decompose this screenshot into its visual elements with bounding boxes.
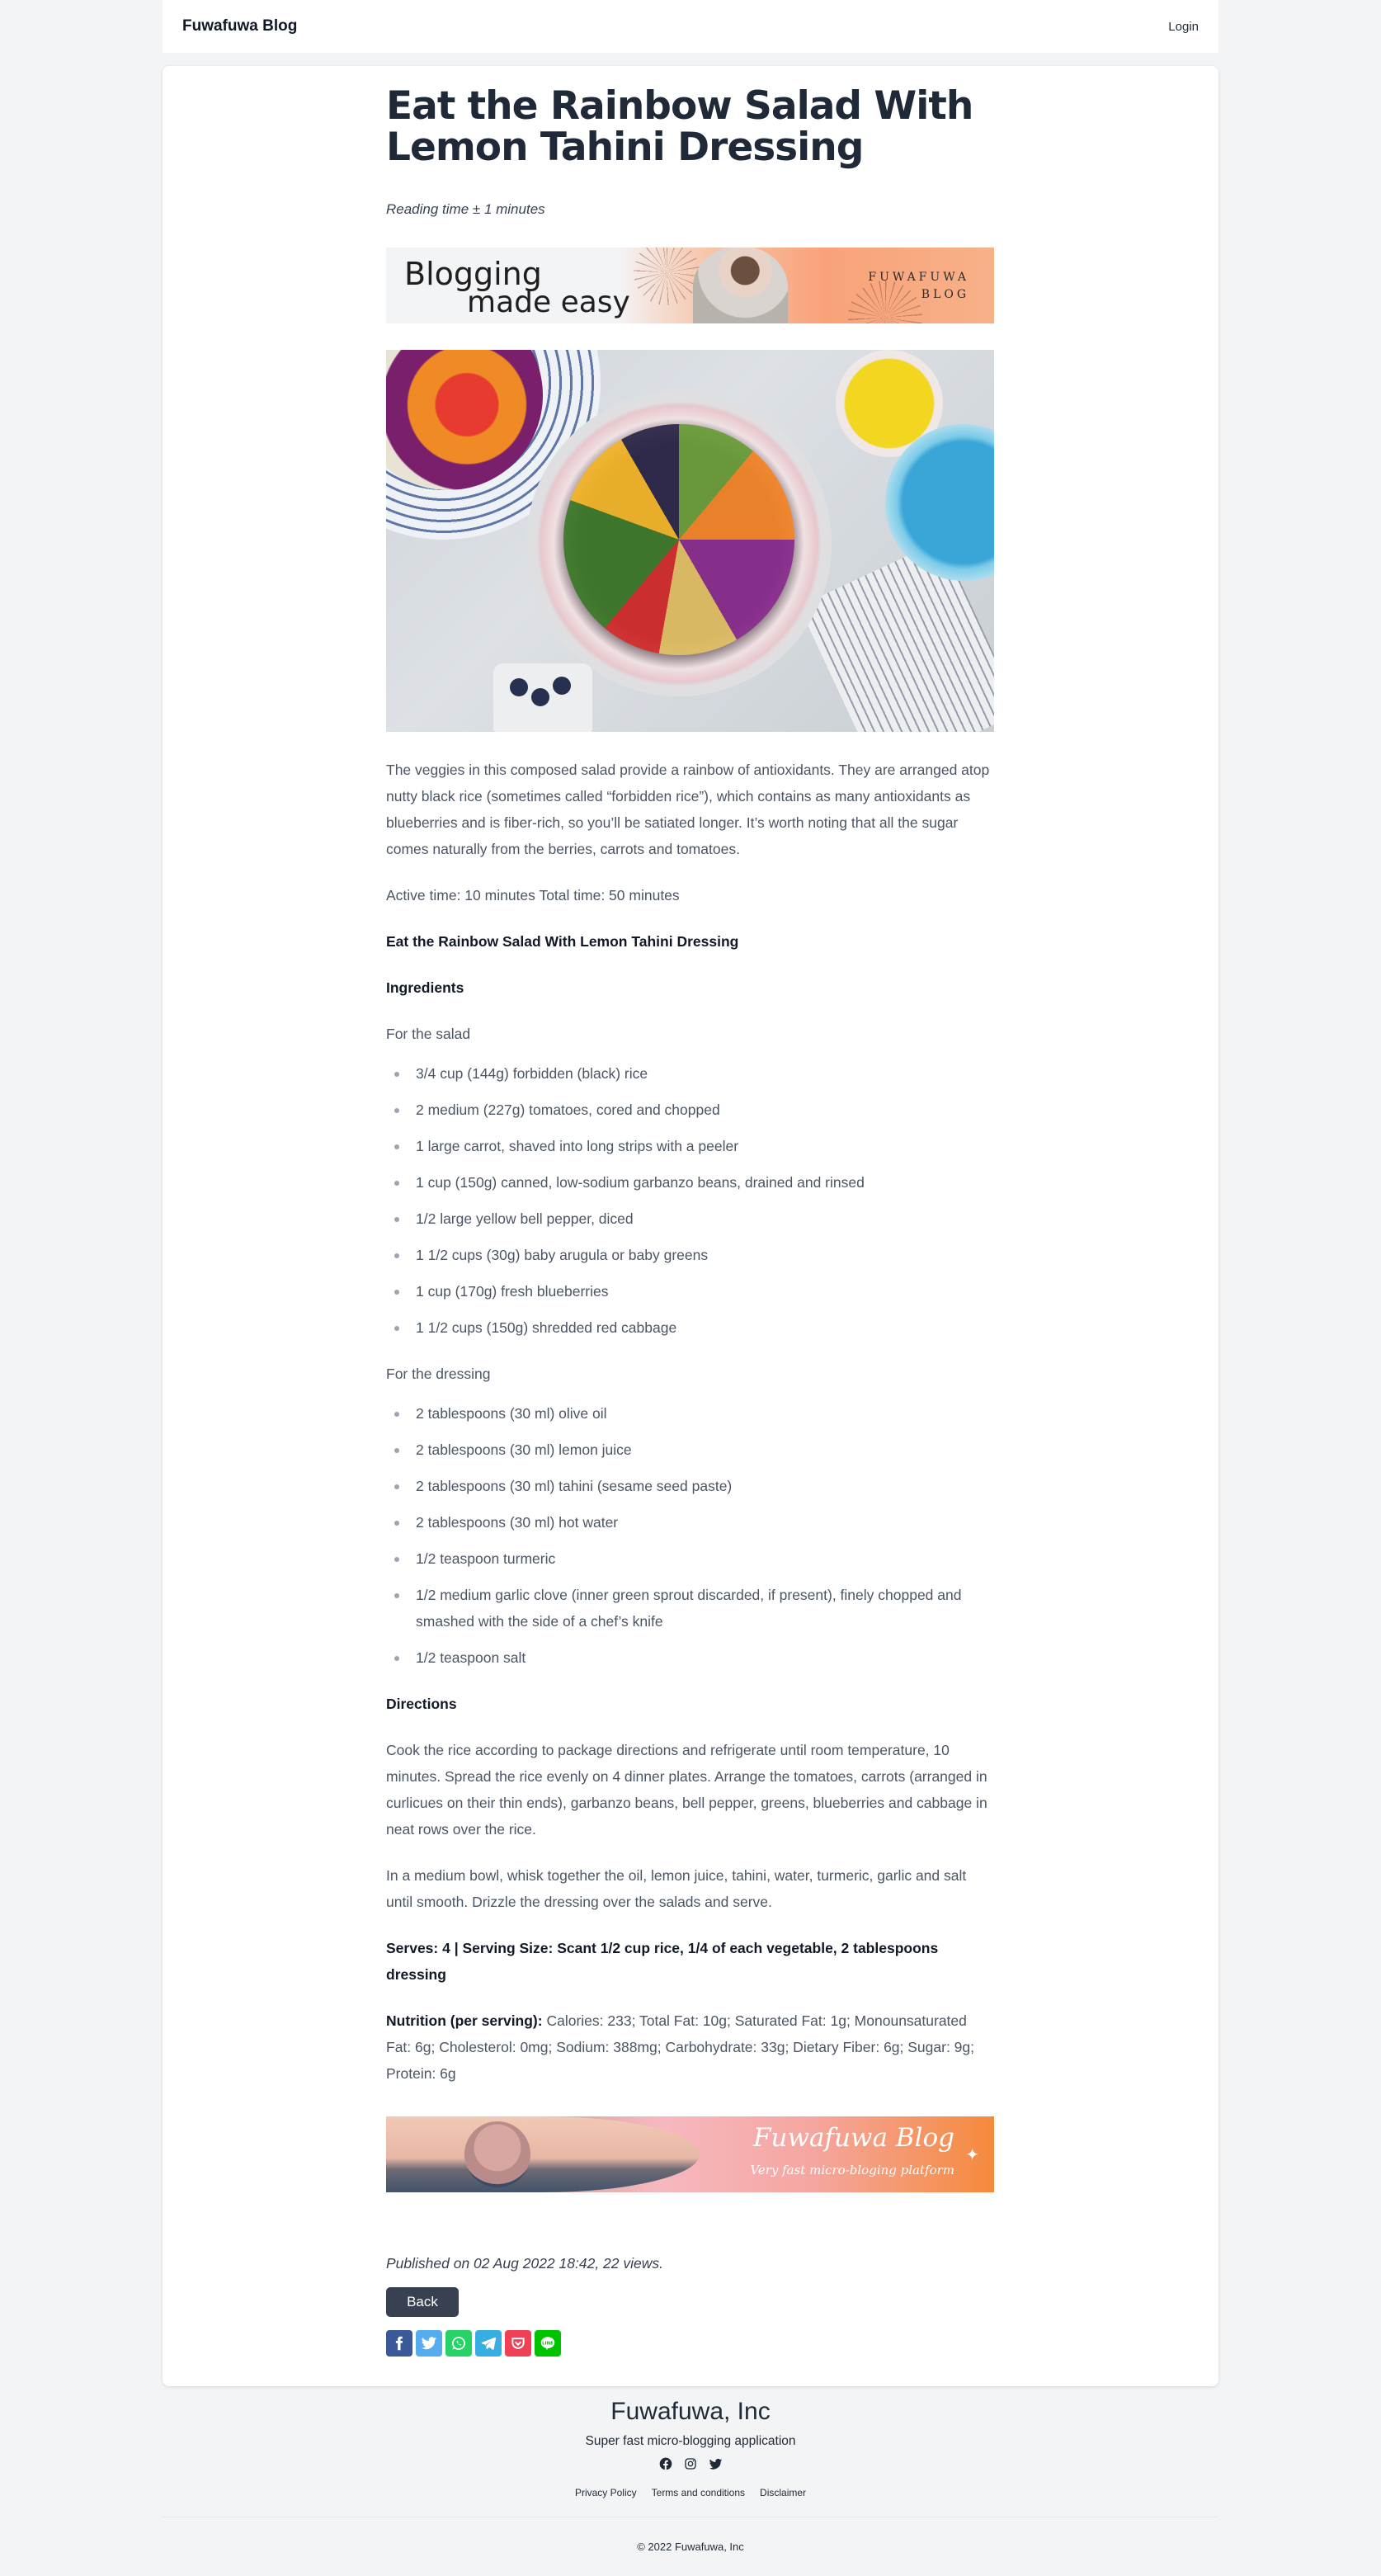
- list-item: 1/2 teaspoon salt: [416, 1644, 994, 1671]
- banner-line-2: made easy: [467, 285, 630, 319]
- directions-paragraph-2: In a medium bowl, whisk together the oil, lemon juice, tahini, water, turmeric, garlic and salt until smooth. Drizzle the dressing over the salads and serve.: [386, 1867, 967, 1910]
- post-article: [386, 83, 994, 2357]
- list-item: 1 1/2 cups (150g) shredded red cabbage: [416, 1314, 994, 1341]
- banner-line-1: Blogging: [404, 256, 542, 292]
- pocket-icon[interactable]: [505, 2330, 531, 2357]
- salad-heading: For the salad: [386, 1026, 471, 1042]
- landscape-graphic: [386, 2116, 700, 2192]
- reading-time: Reading time ± 1 minutes: [386, 201, 545, 217]
- footer-title: Fuwafuwa, Inc: [610, 2398, 771, 2425]
- sparkle-icon: ✦: [965, 2146, 979, 2164]
- twitter-icon[interactable]: [709, 2457, 723, 2475]
- list-item: 2 tablespoons (30 ml) tahini (sesame seed paste): [416, 1473, 994, 1499]
- twitter-icon[interactable]: [416, 2330, 442, 2357]
- nutrition-text: Calories: 233; Total Fat: 10g; Saturated Fat: 1g; Monounsaturated Fat: 6g; Cholesterol: 0mg; Sodium: 388mg; Carbohydrate: 33g; Dietary Fiber: 6g; Sugar: 9g; Protein: 6g: [386, 2012, 975, 2082]
- copyright: © 2022 Fuwafuwa, Inc: [637, 2541, 744, 2553]
- top-ad-banner[interactable]: [386, 248, 994, 323]
- berry-graphic: [510, 678, 528, 696]
- dressing-list: [386, 1400, 994, 1671]
- banner-brand-line-1: FUWAFUWA: [868, 271, 969, 284]
- instagram-icon[interactable]: [684, 2457, 697, 2475]
- serves-paragraph: Serves: 4 | Serving Size: Scant 1/2 cup rice, 1/4 of each vegetable, 2 tablespoons dressing: [386, 1940, 939, 1983]
- login-link[interactable]: Login: [1168, 19, 1199, 34]
- directions-heading: Directions: [386, 1696, 457, 1712]
- banner-person-image: [693, 248, 788, 323]
- list-item: 2 tablespoons (30 ml) lemon juice: [416, 1437, 994, 1463]
- directions-paragraph-1: Cook the rice according to package directions and refrigerate until room temperature, 10 minutes. Spread the rice evenly on 4 dinner plates. Arrange the tomatoes, carrots (arranged in curlicues on their thin ends), garbanzo beans, bell pepper, greens, blueberries and cabbage in neat rows over the rice.: [386, 1742, 987, 1838]
- post-title: Eat the Rainbow Salad With Lemon Tahini Dressing: [386, 83, 973, 170]
- footer-links: [163, 2487, 1218, 2498]
- share-buttons: [386, 2330, 994, 2357]
- banner-brand: [868, 269, 969, 304]
- salad-graphic: [563, 424, 794, 655]
- site-footer: [163, 2386, 1218, 2573]
- berry-dish-graphic: [493, 663, 592, 732]
- facebook-icon[interactable]: [659, 2457, 672, 2475]
- ingredients-heading: Ingredients: [386, 979, 464, 996]
- list-item: 2 tablespoons (30 ml) hot water: [416, 1509, 994, 1536]
- times-paragraph: Active time: 10 minutes Total time: 50 minutes: [386, 887, 680, 903]
- terms-link[interactable]: Terms and conditions: [651, 2487, 746, 2498]
- facebook-icon[interactable]: [386, 2330, 412, 2357]
- hero-image: [386, 350, 994, 732]
- list-item: 1 large carrot, shaved into long strips with a peeler: [416, 1133, 994, 1159]
- banner-brand-line-2: BLOG: [921, 288, 969, 301]
- list-item: 1 1/2 cups (30g) baby arugula or baby greens: [416, 1242, 994, 1268]
- bottom-banner-title: Fuwafuwa Blog: [752, 2123, 954, 2153]
- post-body: [386, 757, 994, 2087]
- nutrition-paragraph: [386, 2007, 994, 2087]
- bottom-banner-subtitle: Very fast micro-bloging platform: [750, 2163, 954, 2177]
- intro-paragraph: The veggies in this composed salad provide a rainbow of antioxidants. They are arranged atop nutty black rice (sometimes called “forbidden rice”), which contains as many antioxidants as blueberries and is fiber-rich, so you’ll be satiated longer. It’s worth noting that all the sugar comes naturally from the berries, carrots and tomatoes.: [386, 762, 990, 857]
- page: [163, 0, 1218, 2573]
- berry-graphic: [553, 677, 571, 695]
- berry-graphic: [531, 688, 549, 706]
- list-item: 1/2 large yellow bell pepper, diced: [416, 1205, 994, 1232]
- list-item: 1/2 medium garlic clove (inner green sprout discarded, if present), finely chopped and smashed with the side of a chef’s knife: [416, 1582, 994, 1635]
- telegram-icon[interactable]: [475, 2330, 502, 2357]
- published-info: Published on 02 Aug 2022 18:42, 22 views.: [386, 2255, 663, 2272]
- whatsapp-icon[interactable]: [445, 2330, 472, 2357]
- footer-social-icons: [163, 2457, 1218, 2475]
- list-item: 1 cup (150g) canned, low-sodium garbanzo beans, drained and rinsed: [416, 1169, 994, 1196]
- footer-tagline: Super fast micro-blogging application: [585, 2434, 796, 2448]
- svg-text:LINE: LINE: [542, 2341, 554, 2347]
- list-item: 1 cup (170g) fresh blueberries: [416, 1278, 994, 1305]
- dressing-heading: For the dressing: [386, 1366, 491, 1382]
- top-nav: [163, 0, 1218, 53]
- list-item: 2 tablespoons (30 ml) olive oil: [416, 1400, 994, 1427]
- back-button[interactable]: Back: [386, 2287, 459, 2317]
- privacy-policy-link[interactable]: Privacy Policy: [574, 2487, 637, 2498]
- line-icon[interactable]: [535, 2330, 561, 2357]
- brand-link[interactable]: Fuwafuwa Blog: [182, 17, 298, 35]
- disclaimer-link[interactable]: Disclaimer: [760, 2487, 807, 2498]
- list-item: 1/2 teaspoon turmeric: [416, 1545, 994, 1572]
- list-item: 2 medium (227g) tomatoes, cored and chopped: [416, 1097, 994, 1123]
- person-hat-graphic: [464, 2121, 530, 2187]
- salad-list: [386, 1060, 994, 1341]
- list-item: 3/4 cup (144g) forbidden (black) rice: [416, 1060, 994, 1087]
- bottom-ad-banner[interactable]: [386, 2116, 994, 2192]
- nutrition-label: Nutrition (per serving):: [386, 2012, 543, 2029]
- recipe-title: Eat the Rainbow Salad With Lemon Tahini Dressing: [386, 933, 739, 950]
- sunburst-graphic: [634, 248, 700, 305]
- post-card: [163, 66, 1218, 2386]
